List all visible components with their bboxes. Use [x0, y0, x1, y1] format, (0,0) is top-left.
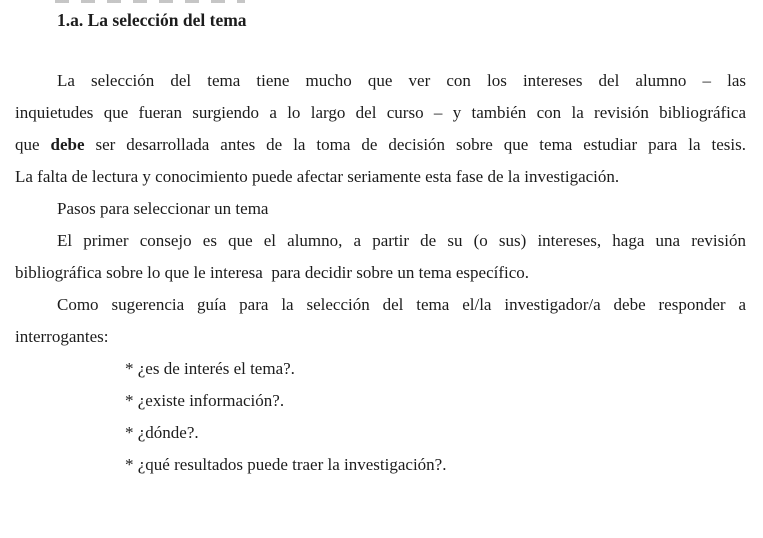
paragraph-line: inquietudes que fueran surgiendo a lo largo del curso – y también con la revisión bibliográfica	[15, 103, 746, 122]
paragraph-line: La falta de lectura y conocimiento puede afectar seriamente esta fase de la investigación.	[15, 167, 620, 186]
paragraph-first-advice	[15, 225, 746, 289]
emphasized-word: debe	[50, 135, 85, 154]
paragraph-line: La selección del tema tiene mucho que ver con los intereses del alumno – las	[57, 71, 746, 90]
question-item: * ¿dónde?.	[125, 423, 199, 442]
question-item: * ¿existe información?.	[125, 391, 285, 410]
paragraph-text: ser desarrollada antes de la toma de decisión sobre que tema estudiar para la tesis.	[84, 135, 746, 154]
question-item: * ¿qué resultados puede traer la investigación?.	[125, 455, 447, 474]
question-item: * ¿es de interés el tema?.	[125, 359, 295, 378]
section-heading: 1.a. La selección del tema	[57, 10, 247, 30]
paragraph-text: que	[15, 135, 51, 154]
paragraph-line: El primer consejo es que el alumno, a partir de su (o sus) intereses, haga una revisión	[57, 231, 746, 250]
cropped-text-artifact	[55, 0, 245, 3]
paragraph-line: interrogantes:	[15, 327, 109, 346]
paragraph-line: Como sugerencia guía para la selección del tema el/la investigador/a debe responder a	[57, 295, 746, 314]
paragraph-line: bibliográfica sobre lo que le interesa para decidir sobre un tema específico.	[15, 263, 530, 282]
question-list	[15, 353, 746, 481]
paragraph-suggestion	[15, 289, 746, 353]
paragraph-line	[15, 129, 746, 161]
paragraph-topic-selection	[15, 65, 746, 193]
subheading-steps: Pasos para seleccionar un tema	[57, 199, 269, 218]
